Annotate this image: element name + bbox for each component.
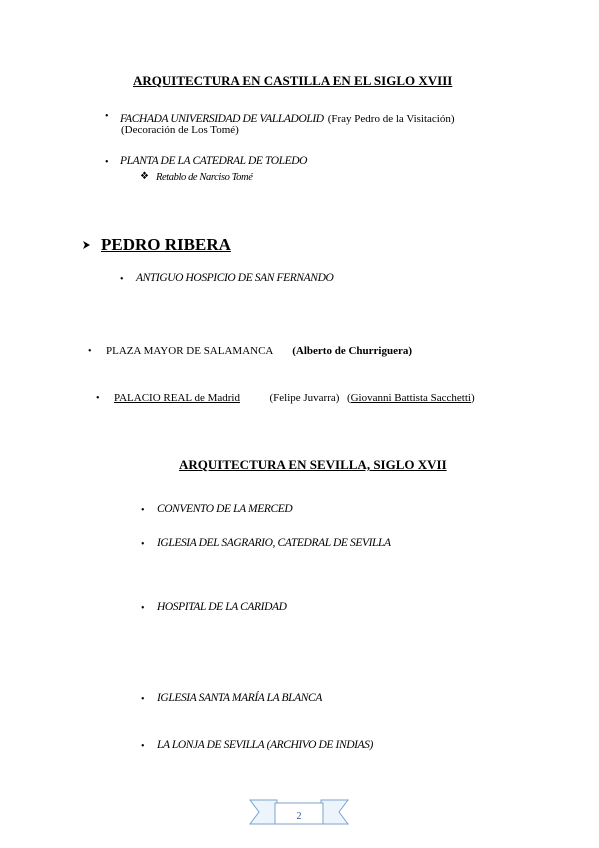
bullet-icon: • — [105, 157, 109, 168]
section-heading-castilla: ARQUITECTURA EN CASTILLA EN EL SIGLO XVIII — [133, 73, 453, 88]
list-item-planta-toledo: PLANTA DE LA CATEDRAL DE TOLEDO — [120, 155, 308, 167]
bullet-icon: • — [141, 694, 145, 705]
list-item-sagrario: IGLESIA DEL SAGRARIO, CATEDRAL DE SEVILLA — [157, 537, 391, 549]
bullet-icon: • — [96, 393, 100, 404]
list-item-santa-maria: IGLESIA SANTA MARÍA LA BLANCA — [157, 692, 322, 704]
section-heading-sevilla: ARQUITECTURA EN SEVILLA, SIGLO XVII — [179, 457, 447, 472]
sub-item-retablo: Retablo de Narciso Tomé — [156, 172, 253, 183]
list-item-lonja: LA LONJA DE SEVILLA (ARCHIVO DE INDIAS) — [157, 739, 373, 751]
bullet-icon: • — [88, 346, 92, 357]
item-title: PLAZA MAYOR DE SALAMANCA — [106, 345, 273, 357]
bullet-icon: • — [120, 274, 124, 285]
bullet-icon: • — [141, 539, 145, 550]
arrowhead-bullet-icon — [82, 240, 92, 250]
list-item-convento: CONVENTO DE LA MERCED — [157, 503, 293, 515]
section-heading-pedro-ribera: PEDRO RIBERA — [101, 235, 231, 254]
list-item-plaza-mayor — [106, 345, 412, 357]
paren-open: ( — [346, 392, 351, 404]
item-title: FACHADA UNIVERSIDAD DE VALLADOLID — [120, 113, 324, 125]
item-author: (Fray Pedro de la Visitación) — [327, 113, 455, 125]
list-item-palacio-real — [114, 392, 475, 404]
bullet-icon: • — [141, 505, 145, 516]
paren-close: ) — [470, 392, 475, 404]
palacio-real-link[interactable]: PALACIO REAL de Madrid — [114, 392, 240, 404]
item-note: (Decoración de Los Tomé) — [121, 124, 239, 136]
bullet-icon: • — [105, 111, 109, 122]
page-number: 2 — [296, 811, 302, 822]
list-item-hospital: HOSPITAL DE LA CARIDAD — [157, 601, 287, 613]
bullet-icon: • — [141, 741, 145, 752]
diamond-bullet-icon: ❖ — [140, 171, 149, 182]
item-author: (Felipe Juvarra) — [269, 392, 340, 404]
list-item-hospicio: ANTIGUO HOSPICIO DE SAN FERNANDO — [136, 272, 334, 284]
bullet-icon: • — [141, 603, 145, 614]
sacchetti-link[interactable]: Giovanni Battista Sacchetti — [350, 392, 471, 404]
item-author: (Alberto de Churriguera) — [292, 345, 413, 357]
